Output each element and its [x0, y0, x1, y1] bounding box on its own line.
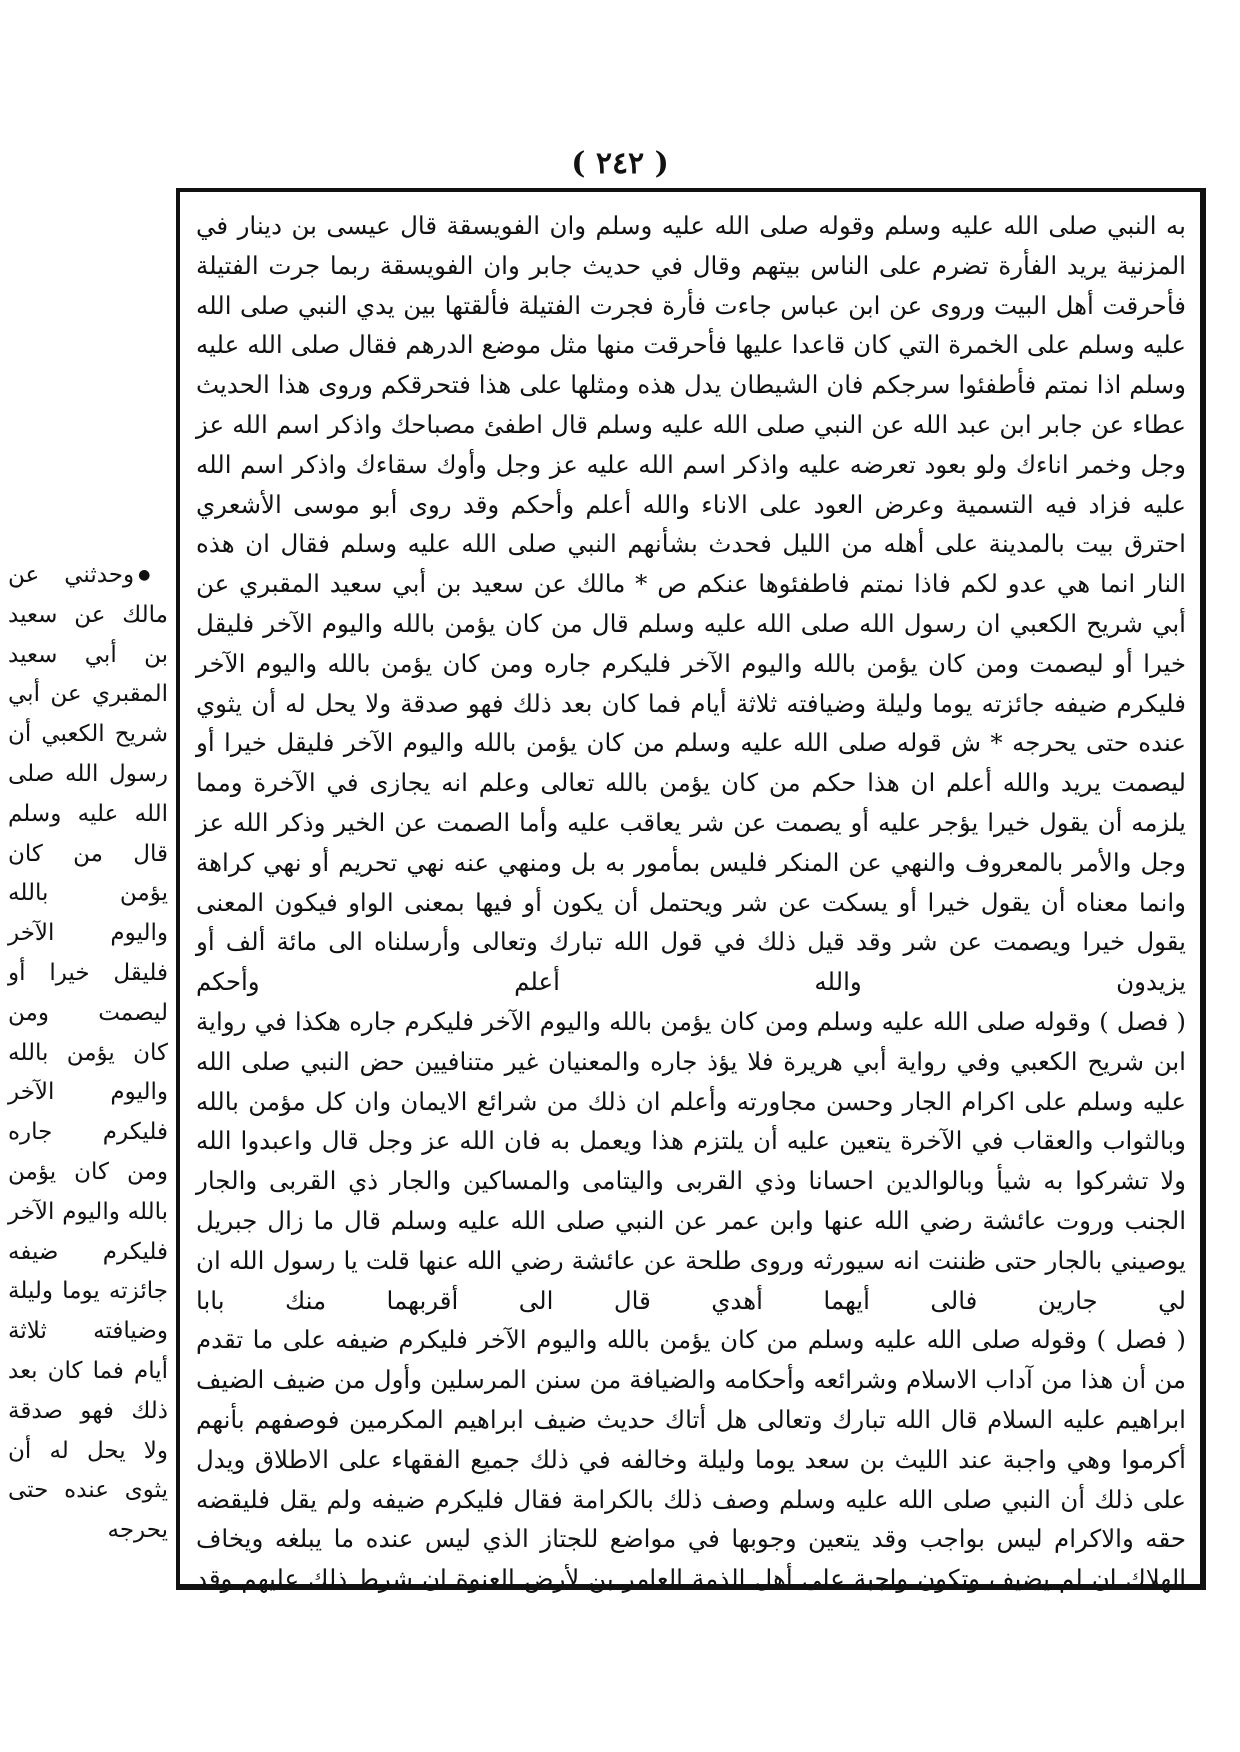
paragraph-fasl-guest: ( فصل ) وقوله صلى الله عليه وسلم من كان يؤمن بالله واليوم الآخر فليكرم ضيفه على ما تقدم من أن هذا من آداب الاسلام وشرائعه وأحكامه والضيافة من سنن المرسلين وأول من ضيف الضيف ابراهيم عليه السلام قال الله تبارك وتعالى هل أتاك حديث ضيف ابراهيم المكرمين فوصفهم بأنهم أكرموا وهي واجبة عند الليث بن سعد يوما وليلة وخالفه في ذلك جميع الفقهاء على الاطلاق ويدل على ذلك أن النبي صلى الله عليه وسلم وصف ذلك بالكرامة فقال فليكرم ضيفه ولم يقل فليقضه حقه والاكرام ليس بواجب وقد يتعين وجوبها في مواضع للجتاز الذي ليس عنده ما يبلغه ويخاف الهلاك ان لم يضيف وتكون واجبة على أهل الذمة العامر بن لأرض العنوة ان شرط ذلك عليهم وقد: [196, 1325, 1186, 1594]
main-commentary-text: [196, 206, 1186, 1594]
paragraph-commentary-opening: به النبي صلى الله عليه وسلم وقوله صلى الله عليه وسلم وان الفويسقة قال عيسى بن دينار في المزنية يريد الفأرة تضرم على الناس بيتهم وقال في حديث جابر وان الفويسقة ربما جرت الفتيلة فأحرقت أهل البيت وروى عن ابن عباس جاءت فأرة فجرت الفتيلة فألقتها بين يدي النبي صلى الله عليه وسلم على الخمرة التي كان قاعدا عليها فأحرقت منها مثل موضع الدرهم فقال صلى الله عليه وسلم اذا نمتم فأطفئوا سرجكم فان الشيطان يدل هذه ومثلها على هذا فتحرقكم وروى هذا الحديث عطاء عن جابر ابن عبد الله عن النبي صلى الله عليه وسلم قال اطفئ مصباحك واذكر اسم الله عز وجل وخمر اناءك ولو بعود تعرضه عليه واذكر اسم الله عليه عز وجل وأوك سقاءك واذكر اسم الله عليه فزاد فيه التسمية وعرض العود على الاناء والله أعلم وأحكم وقد روى أبو موسى الأشعري احترق بيت بالمدينة على أهله من الليل فحدث بشأنهم النبي صلى الله عليه وسلم فقال ان هذه النار انما هي عدو لكم فاذا نمتم فاطفئوها عنكم ص * مالك عن سعيد بن أبي سعيد المقبري عن أبي شريح الكعبي ان رسول الله صلى الله عليه وسلم قال من كان يؤمن بالله واليوم الآخر فليقل خيرا أو ليصمت ومن كان يؤمن بالله واليوم الآخر فليكرم جاره ومن كان يؤمن بالله واليوم الآخر فليكرم ضيفه جائزته يوما وليلة وضيافته ثلاثة أيام فما كان بعد ذلك فهو صدقة ولا يحل له أن يثوي عنده حتى يحرجه * ش قوله صلى الله عليه وسلم من كان يؤمن بالله واليوم الآخر فليقل خيرا أو ليصمت يريد والله أعلم ان هذا حكم من كان يؤمن بالله تعالى وعلم انه يجازى في الآخرة ومما يلزمه أن يقول خيرا يؤجر عليه أو يصمت عن شر يعاقب عليه وأما الصمت عن الخير وذكر الله عز وجل والأمر بالمعروف والنهي عن المنكر فليس بمأمور به بل ومنهي عنه نهي تحريم أو نهي كراهة وانما معناه أن يقول خيرا أو يسكت عن شر ويحتمل أن يكون أو فيها بمعنى الواو فيكون المعنى يقول خيرا ويصمت عن شر وقد قيل ذلك في قول الله تبارك وتعالى وأرسلناه الى مائة ألف أو يزيدون والله أعلم وأحكم: [196, 211, 1186, 997]
margin-hadith-text: [8, 556, 168, 1551]
paragraph-fasl-neighbor: ( فصل ) وقوله صلى الله عليه وسلم ومن كان يؤمن بالله واليوم الآخر فليكرم جاره هكذا في رواية ابن شريح الكعبي وفي رواية أبي هريرة فلا يؤذ جاره والمعنيان غير متنافيين حض النبي صلى الله عليه وسلم على اكرام الجار وحسن مجاورته وأعلم ان ذلك من شرائع الايمان وان كل مؤمن بالله وبالثواب والعقاب في الآخرة يتعين عليه أن يلتزم هذا ويعمل به فان الله عز وجل قال واعبدوا الله ولا تشركوا به شيأ وبالوالدين احسانا وذي القربى واليتامى والمساكين والجار ذي القربى والجار الجنب وروت عائشة رضي الله عنها وابن عمر عن النبي صلى الله عليه وسلم قال ما زال جبريل يوصيني بالجار حتى ظننت انه سيورثه وروى طلحة عن عائشة رضي الله عنها قلت يا رسول الله ان لي جارين فالى أيهما أهدي قال الى أقربهما منك بابا: [196, 1006, 1186, 1315]
page-number: ( ٢٤٢ ): [571, 146, 669, 181]
margin-hadith-body: وحدثني عن مالك عن سعيد بن أبي سعيد المقبري عن أبي شريح الكعبي أن رسول الله صلى الله عليه وسلم قال من كان يؤمن بالله واليوم الآخر فليقل خيرا أو ليصمت ومن كان يؤمن بالله واليوم الآخر فليكرم جاره ومن كان يؤمن بالله واليوم الآخر فليكرم ضيفه جائزته يوما وليلة وضيافته ثلاثة أيام فما كان بعد ذلك فهو صدقة ولا يحل له أن يثوى عنده حتى يحرجه: [8, 562, 168, 1544]
bullet-marker: ●: [138, 567, 169, 584]
